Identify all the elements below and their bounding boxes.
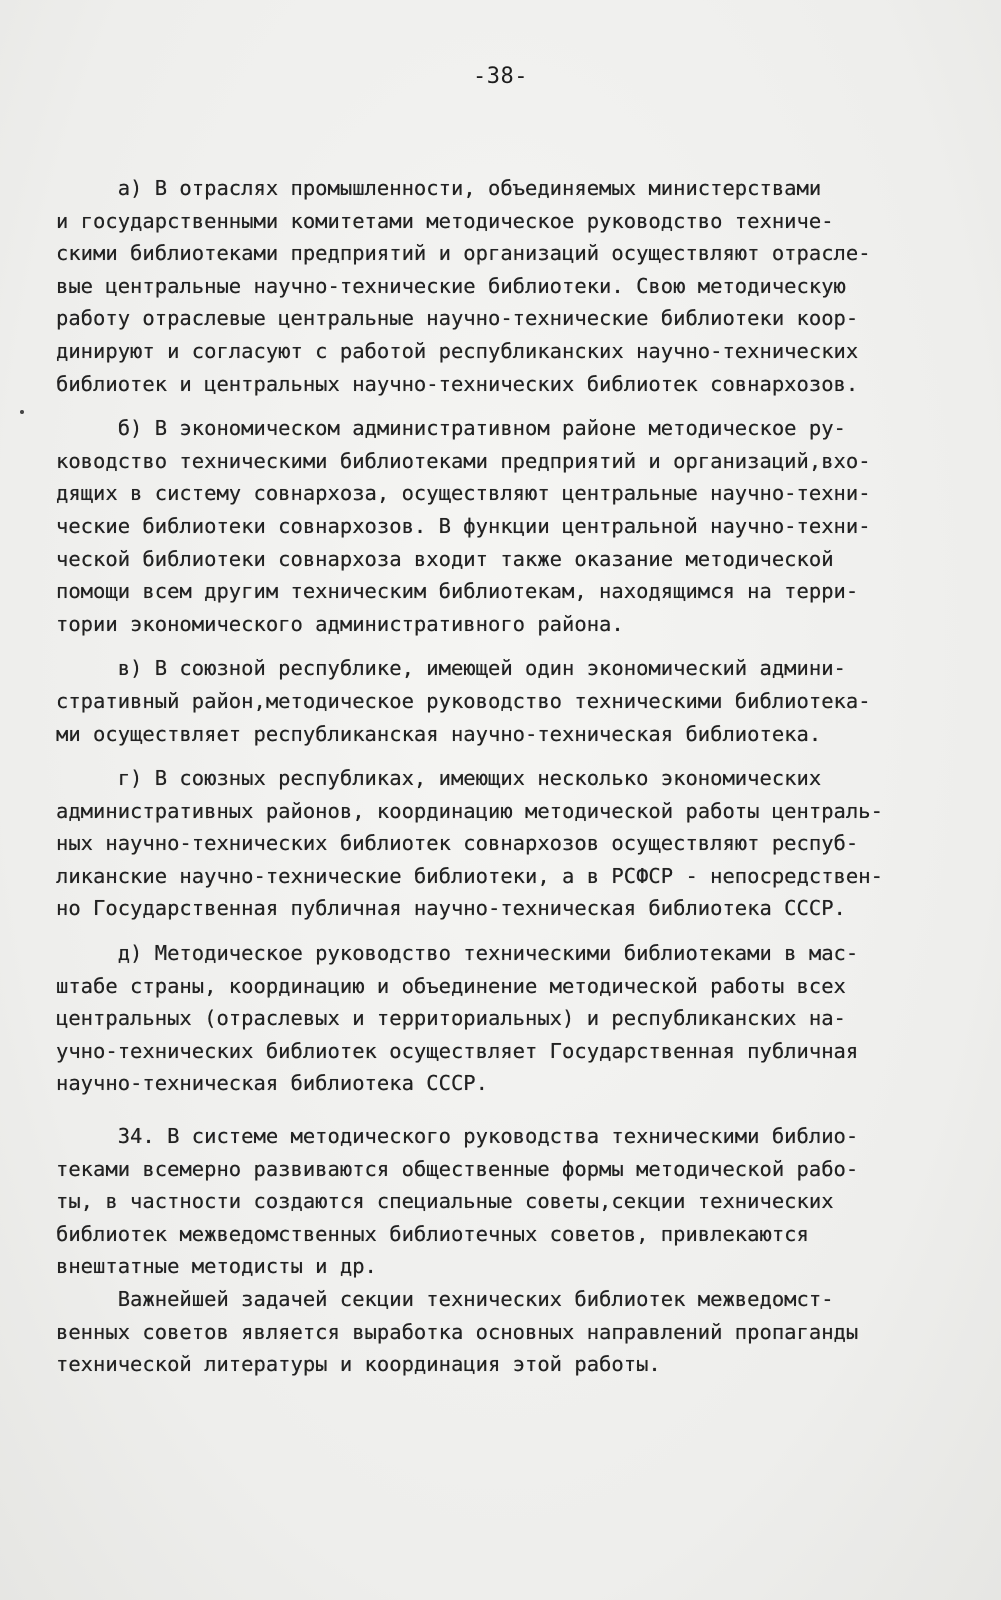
page-number: -38- — [473, 64, 528, 89]
text-line: стративный район,методическое руководство техническими библиотека- — [56, 688, 871, 713]
paragraph-34 — [56, 1120, 956, 1283]
text-line: библиотек и центральных научно-технических библиотек совнархозов. — [56, 371, 859, 396]
text-line: ческие библиотеки совнархозов. В функции центральной научно-техни- — [56, 513, 871, 538]
text-line: технической литературы и координация этой работы. — [56, 1352, 661, 1377]
text-line: венных советов является выработка основных направлений пропаганды — [56, 1319, 859, 1344]
document-body — [56, 172, 956, 1381]
text-line: учно-технических библиотек осуществляет Государственная публичная — [56, 1038, 859, 1063]
text-line: научно-техническая библиотека СССР. — [56, 1071, 488, 1096]
text-line: ликанские научно-технические библиотеки, а в РСФСР - непосредствен- — [56, 863, 883, 888]
text-line: ных научно-технических библиотек совнархозов осуществляют респуб- — [56, 831, 859, 856]
text-line: ческой библиотеки совнархоза входит также оказание методической — [56, 546, 834, 571]
text-line: тории экономического административного района. — [56, 611, 624, 636]
text-line: штабе страны, координацию и объединение методической работы всех — [56, 973, 846, 998]
text-line: вые центральные научно-технические библиотеки. Свою методическую — [56, 273, 846, 298]
text-line: динируют и согласуют с работой республиканских научно-технических — [56, 338, 859, 363]
paragraph-a — [56, 172, 956, 400]
paragraph-g — [56, 762, 956, 925]
scan-speck — [20, 410, 24, 414]
text-line: дящих в систему совнархоза, осуществляют центральные научно-техни- — [56, 481, 871, 506]
text-line: д) Методическое руководство техническими библиотеками в мас- — [56, 941, 859, 966]
text-line: библиотек межведомственных библиотечных советов, привлекаются — [56, 1221, 809, 1246]
text-line: Важнейшей задачей секции технических библиотек межведомст- — [56, 1287, 834, 1311]
paragraph-b — [56, 412, 956, 640]
text-line: помощи всем другим техническим библиотекам, находящимся на терри- — [56, 579, 859, 604]
text-line: работу отраслевые центральные научно-технические библиотеки коор- — [56, 306, 859, 331]
text-line: внештатные методисты и др. — [56, 1254, 377, 1279]
text-line: административных районов, координацию методической работы централь- — [56, 798, 883, 823]
paragraph-d — [56, 937, 956, 1100]
text-line: в) В союзной республике, имеющей один экономический админи- — [56, 656, 846, 681]
text-line: г) В союзных республиках, имеющих несколько экономических — [56, 766, 822, 791]
text-line: б) В экономическом административном районе методическое ру- — [56, 416, 846, 441]
text-line: ководство техническими библиотеками предприятий и организаций,вхо- — [56, 448, 871, 473]
text-line: 34. В системе методического руководства техническими библио- — [56, 1124, 859, 1149]
text-line: и государственными комитетами методическое руководство техниче- — [56, 208, 834, 233]
paragraph-34-continued — [56, 1283, 956, 1381]
text-line: ты, в частности создаются специальные советы,секции технических — [56, 1189, 834, 1214]
text-line: а) В отраслях промышленности, объединяемых министерствами — [56, 176, 822, 200]
text-line: центральных (отраслевых и территориальных) и республиканских на- — [56, 1006, 846, 1031]
paragraph-v — [56, 652, 956, 750]
text-line: теками всемерно развиваются общественные формы методической рабо- — [56, 1156, 859, 1181]
text-line: ми осуществляет республиканская научно-техническая библиотека. — [56, 721, 822, 746]
text-line: скими библиотеками предприятий и организаций осуществляют отрасле- — [56, 241, 871, 266]
text-line: но Государственная публичная научно-техническая библиотека СССР. — [56, 896, 846, 921]
